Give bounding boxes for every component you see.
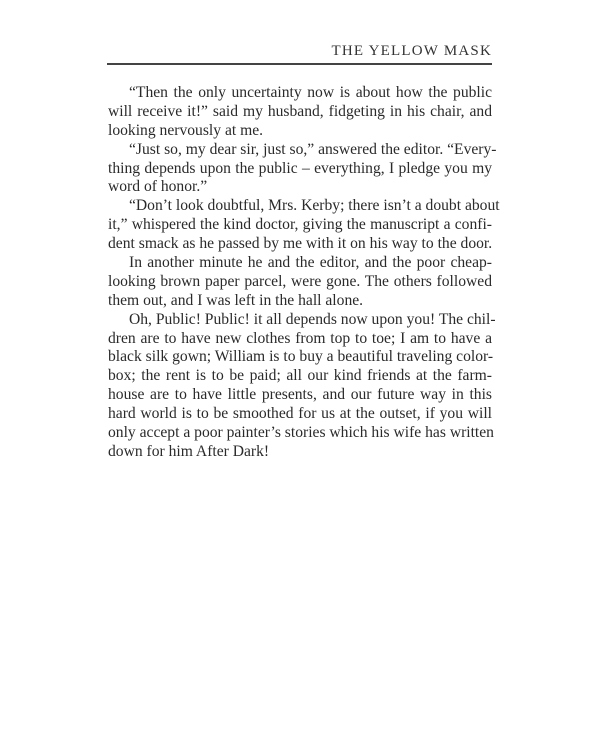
text-line: hard world is to be smoothed for us at the outset, if you will [108,405,492,423]
paragraph [108,310,496,462]
text-line: “Just so, my dear sir, just so,” answered the editor. “Every- [129,140,497,158]
paragraph [108,140,497,198]
paragraph [108,84,492,141]
text-line: them out, and I was left in the hall alone. [108,291,364,309]
text-line: will receive it!” said my husband, fidgeting in his chair, and [108,102,492,120]
body-text [108,84,500,462]
paragraph [108,197,500,254]
text-line: Oh, Public! Public! it all depends now upon you! The chil- [129,310,496,328]
text-line: “Don’t look doubtful, Mrs. Kerby; there isn’t a doubt about [129,197,500,215]
text-line: box; the rent is to be paid; all our kind friends at the farm- [108,367,492,385]
text-line: black silk gown; William is to buy a beautiful traveling color- [108,348,494,366]
text-line: dent smack as he passed by me with it on his way to the door. [108,235,493,253]
text-line: only accept a poor painter’s stories which his wife has written [108,424,494,442]
text-line: looking nervously at me. [108,121,264,139]
text-line: house are to have little presents, and our future way in this [108,386,492,404]
text-line: it,” whispered the kind doctor, giving the manuscript a confi- [108,216,492,234]
text-line: “Then the only uncertainty now is about how the public [129,84,492,101]
text-line: looking brown paper parcel, were gone. The others followed [108,272,492,290]
text-line: In another minute he and the editor, and the poor cheap- [129,254,492,272]
text-line: down for him After Dark! [108,442,270,460]
text-line: word of honor.” [108,178,208,196]
running-title: THE YELLOW MASK [331,43,492,59]
header-rule [107,63,492,65]
text-line: thing depends upon the public – everything, I pledge you my [108,159,492,177]
text-line: dren are to have new clothes from top to toe; I am to have a [108,329,492,347]
paragraph [108,254,492,311]
